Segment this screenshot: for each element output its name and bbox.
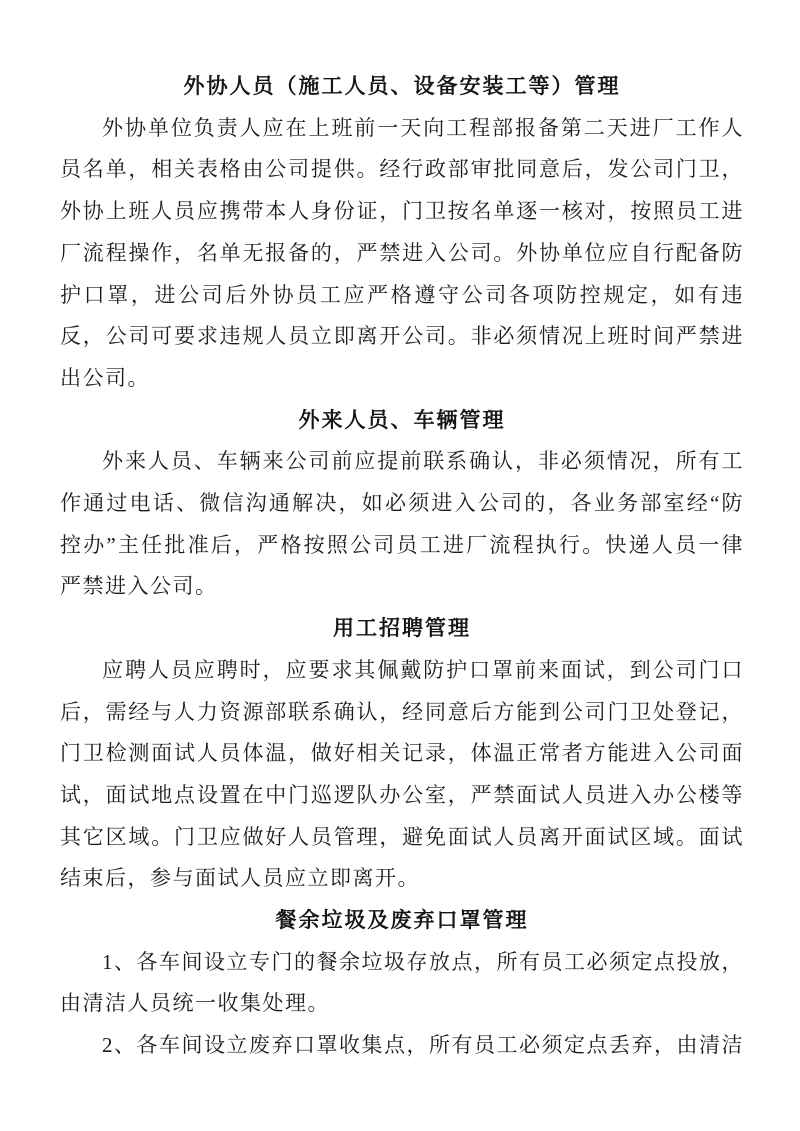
heading-food-waste-mask-management: 餐余垃圾及废弃口罩管理 [275,908,529,933]
heading-recruitment-management: 用工招聘管理 [333,616,471,641]
paragraph-recruitment-rules: 应聘人员应聘时，应要求其佩戴防护口罩前来面试，到公司门口后，需经与人力资源部联系确认，经同意后方能到公司门卫处登记，门卫检测面试人员体温，做好相关记录，体温正常者方能进入公司面试，面试地点设置在中门巡逻队办公室，严禁面试人员进入办公楼等其它区域。门卫应做好人员管理，避免面试人员离开面试区域。面试结束后，参与面试人员应立即离开。 [60,657,744,891]
paragraph-visitors-vehicles-rules: 外来人员、车辆来公司前应提前联系确认，非必须情况，所有工作通过电话、微信沟通解决，如必须进入公司的，各业务部室经“防控办”主任批准后，严格按照公司员工进厂流程执行。快递人员一律严禁进入公司。 [60,449,744,599]
doc-title-external-staff-management: 外协人员（施工人员、设备安装工等）管理 [183,74,621,98]
list-item-2-discarded-masks: 2、各车间设立废弃口罩收集点，所有员工必须定点丢弃，由清洁 [102,1033,744,1058]
heading-visitors-vehicles-management: 外来人员、车辆管理 [298,407,506,432]
paragraph-external-staff-rules: 外协单位负责人应在上班前一天向工程部报备第二天进厂工作人员名单，相关表格由公司提供。经行政部审批同意后，发公司门卫，外协上班人员应携带本人身份证，门卫按名单逐一核对，按照员工进厂流程操作，名单无报备的，严禁进入公司。外协单位应自行配备防护口罩，进公司后外协员工应严格遵守公司各项防控规定，如有违反，公司可要求违规人员立即离开公司。非必须情况上班时间严禁进出公司。 [60,115,744,390]
list-item-1-food-waste: 1、各车间设立专门的餐余垃圾存放点，所有员工必须定点投放，由清洁人员统一收集处理。 [60,949,744,1016]
